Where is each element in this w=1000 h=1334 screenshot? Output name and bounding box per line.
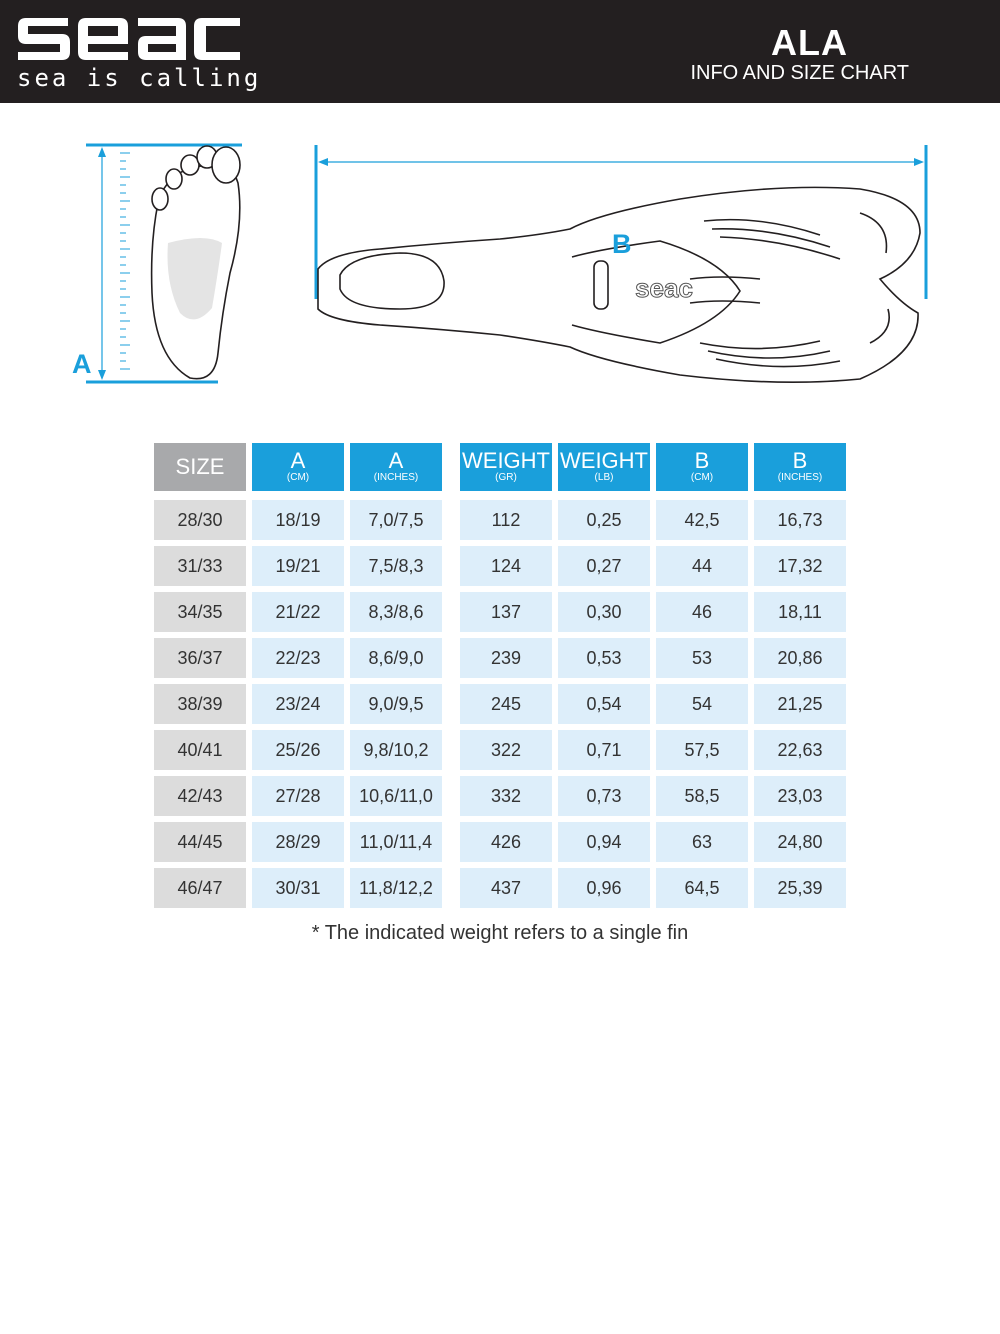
cell-b-cm: 53 — [656, 635, 748, 681]
header-size — [154, 443, 246, 497]
cell-weight-gr: 245 — [460, 681, 552, 727]
cell-b-inches: 17,32 — [754, 543, 846, 589]
cell-weight-lb: 0,71 — [558, 727, 650, 773]
cell-a-cm: 30/31 — [252, 865, 344, 911]
cell-b-inches: 24,80 — [754, 819, 846, 865]
brand-tagline: sea is calling — [17, 64, 262, 92]
cell-b-inches: 16,73 — [754, 497, 846, 543]
cell-size: 38/39 — [154, 681, 246, 727]
cell-a-inches: 7,5/8,3 — [350, 543, 442, 589]
cell-b-inches: 25,39 — [754, 865, 846, 911]
cell-weight-lb: 0,73 — [558, 773, 650, 819]
cell-b-cm: 58,5 — [656, 773, 748, 819]
cell-weight-gr: 112 — [460, 497, 552, 543]
table-header-row — [154, 443, 846, 497]
cell-a-cm: 21/22 — [252, 589, 344, 635]
fin-length-label: B — [612, 229, 632, 259]
cell-a-cm: 22/23 — [252, 635, 344, 681]
size-chart-table — [148, 443, 852, 911]
cell-weight-lb: 0,30 — [558, 589, 650, 635]
header-label: SIZE — [175, 454, 225, 479]
cell-weight-gr: 137 — [460, 589, 552, 635]
cell-b-cm: 46 — [656, 589, 748, 635]
table-row — [154, 589, 846, 635]
fin-measure-lines — [316, 145, 926, 299]
header-label: A — [290, 448, 306, 473]
cell-weight-gr: 124 — [460, 543, 552, 589]
cell-a-inches: 10,6/11,0 — [350, 773, 442, 819]
cell-weight-lb: 0,53 — [558, 635, 650, 681]
cell-a-cm: 25/26 — [252, 727, 344, 773]
cell-weight-lb: 0,54 — [558, 681, 650, 727]
cell-size: 28/30 — [154, 497, 246, 543]
cell-a-inches: 11,8/12,2 — [350, 865, 442, 911]
cell-weight-gr: 437 — [460, 865, 552, 911]
cell-weight-gr: 426 — [460, 819, 552, 865]
table-row — [154, 635, 846, 681]
cell-a-inches: 8,6/9,0 — [350, 635, 442, 681]
cell-a-inches: 11,0/11,4 — [350, 819, 442, 865]
cell-weight-lb: 0,27 — [558, 543, 650, 589]
product-name: ALA — [771, 22, 848, 63]
cell-a-cm: 19/21 — [252, 543, 344, 589]
cell-size: 36/37 — [154, 635, 246, 681]
cell-b-cm: 57,5 — [656, 727, 748, 773]
cell-a-inches: 9,0/9,5 — [350, 681, 442, 727]
cell-size: 46/47 — [154, 865, 246, 911]
table-body — [154, 497, 846, 911]
table-row — [154, 819, 846, 865]
header-label: B — [694, 448, 710, 473]
cell-b-inches: 22,63 — [754, 727, 846, 773]
seac-logo — [16, 16, 240, 62]
header-a-inches — [350, 443, 442, 497]
header-weight-gr — [460, 443, 552, 497]
cell-b-inches: 18,11 — [754, 589, 846, 635]
cell-weight-gr: 239 — [460, 635, 552, 681]
cell-b-cm: 44 — [656, 543, 748, 589]
header-unit: (CM) — [690, 472, 714, 483]
cell-a-cm: 27/28 — [252, 773, 344, 819]
cell-a-inches: 9,8/10,2 — [350, 727, 442, 773]
table-row — [154, 543, 846, 589]
chart-title: INFO AND SIZE CHART — [690, 62, 909, 84]
cell-b-inches: 20,86 — [754, 635, 846, 681]
header-unit: (CM) — [286, 472, 310, 483]
header-weight-lb — [558, 443, 650, 497]
table-row — [154, 681, 846, 727]
cell-b-cm: 54 — [656, 681, 748, 727]
cell-weight-gr: 332 — [460, 773, 552, 819]
cell-weight-lb: 0,25 — [558, 497, 650, 543]
header-bar — [0, 0, 1000, 103]
header-label: A — [388, 448, 404, 473]
header-label: B — [792, 448, 808, 473]
cell-b-cm: 64,5 — [656, 865, 748, 911]
fin-logo: seac — [635, 273, 693, 303]
cell-b-inches: 21,25 — [754, 681, 846, 727]
foot-outline — [152, 146, 240, 379]
fin-outline — [318, 187, 920, 382]
measurement-diagram — [0, 103, 1000, 423]
cell-a-inches: 7,0/7,5 — [350, 497, 442, 543]
table-row — [154, 865, 846, 911]
cell-size: 31/33 — [154, 543, 246, 589]
weight-footnote: * The indicated weight refers to a single fin — [311, 922, 689, 944]
header-label: WEIGHT — [560, 448, 648, 473]
cell-size: 40/41 — [154, 727, 246, 773]
header-unit: (LB) — [594, 472, 614, 483]
cell-a-cm: 23/24 — [252, 681, 344, 727]
header-unit: (INCHES) — [373, 472, 419, 483]
cell-weight-lb: 0,96 — [558, 865, 650, 911]
table-row — [154, 727, 846, 773]
table-row — [154, 497, 846, 543]
header-b-inches — [754, 443, 846, 497]
cell-size: 44/45 — [154, 819, 246, 865]
cell-weight-gr: 322 — [460, 727, 552, 773]
header-unit: (INCHES) — [777, 472, 823, 483]
header-b-cm — [656, 443, 748, 497]
header-a-cm — [252, 443, 344, 497]
cell-weight-lb: 0,94 — [558, 819, 650, 865]
cell-b-cm: 42,5 — [656, 497, 748, 543]
cell-a-inches: 8,3/8,6 — [350, 589, 442, 635]
cell-a-cm: 28/29 — [252, 819, 344, 865]
foot-length-label: A — [72, 349, 92, 379]
cell-size: 34/35 — [154, 589, 246, 635]
header-unit: (GR) — [495, 472, 517, 483]
cell-a-cm: 18/19 — [252, 497, 344, 543]
cell-b-inches: 23,03 — [754, 773, 846, 819]
header-label: WEIGHT — [462, 448, 550, 473]
table-row — [154, 773, 846, 819]
cell-b-cm: 63 — [656, 819, 748, 865]
cell-size: 42/43 — [154, 773, 246, 819]
